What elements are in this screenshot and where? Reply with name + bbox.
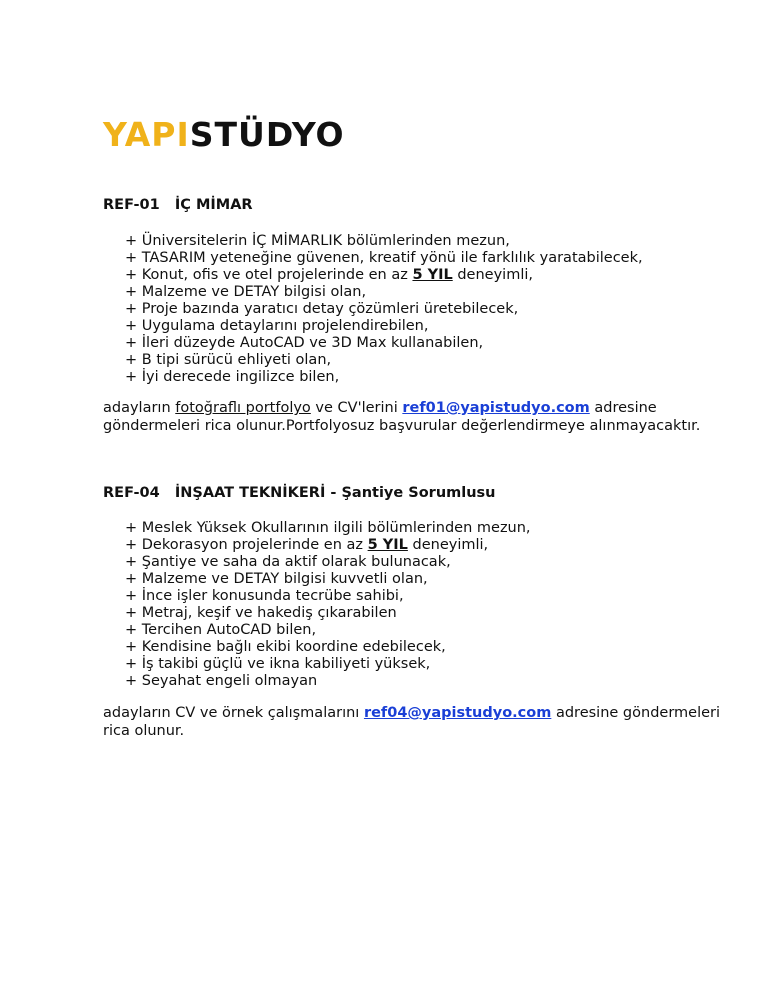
list-item: + Malzeme ve DETAY bilgisi kuvvetli olan, xyxy=(125,571,428,587)
experience-highlight: 5 YIL xyxy=(412,267,453,283)
list-item: + Konut, ofis ve otel projelerinde en az 5 YIL deneyimli, xyxy=(125,267,533,283)
list-item: + Üniversitelerin İÇ MİMARLIK bölümlerinden mezun, xyxy=(125,233,510,249)
list-item: + Dekorasyon projelerinde en az 5 YIL deneyimli, xyxy=(125,537,489,553)
section-title-ref04: REF-04 İNŞAAT TEKNİKERİ - Şantiye Sorumlusu xyxy=(103,485,496,501)
list-item: + Kendisine bağlı ekibi koordine edebilecek, xyxy=(125,639,446,655)
list-item: + Proje bazında yaratıcı detay çözümleri üretebilecek, xyxy=(125,301,519,317)
list-item: + Seyahat engeli olmayan xyxy=(125,673,318,689)
email-link-ref01[interactable]: ref01@yapistudyo.com xyxy=(402,400,590,416)
list-item: + Şantiye ve saha da aktif olarak bulunacak, xyxy=(125,554,451,570)
email-link-ref04[interactable]: ref04@yapistudyo.com xyxy=(363,705,552,721)
requirements-list-ref01 xyxy=(125,233,643,386)
list-item: + Uygulama detaylarını projelendirebilen, xyxy=(125,318,429,334)
logo-part-studyo: STÜDYO xyxy=(189,115,345,154)
portfolio-emphasis: fotoğraflı portfolyo xyxy=(175,400,311,416)
list-item: + Metraj, keşif ve hakediş çıkarabilen xyxy=(125,605,397,621)
list-item: + Tercihen AutoCAD bilen, xyxy=(125,622,317,638)
list-item: + İleri düzeyde AutoCAD ve 3D Max kullanabilen, xyxy=(125,335,484,351)
logo-part-yapi: YAPI xyxy=(103,115,190,154)
requirements-list-ref04 xyxy=(125,520,531,690)
experience-highlight: 5 YIL xyxy=(367,537,408,553)
company-logo xyxy=(103,115,345,154)
section-title-ref01: REF-01 İÇ MİMAR xyxy=(103,197,253,213)
application-instructions-ref01: adayların fotoğraflı portfolyo ve CV'lerini ref01@yapistudyo.com adresine göndermeleri rica olunur.Portfolyosuz başvurular değerlendirmeye alınmayacaktır. xyxy=(103,400,701,434)
list-item: + Malzeme ve DETAY bilgisi olan, xyxy=(125,284,367,300)
list-item: + İyi derecede ingilizce bilen, xyxy=(125,369,340,385)
list-item: + B tipi sürücü ehliyeti olan, xyxy=(125,352,332,368)
list-item: + İnce işler konusunda tecrübe sahibi, xyxy=(125,588,404,604)
application-instructions-ref04: adayların CV ve örnek çalışmalarını ref04@yapistudyo.com adresine göndermeleri rica olunur. xyxy=(103,705,721,739)
list-item: + TASARIM yeteneğine güvenen, kreatif yönü ile farklılık yaratabilecek, xyxy=(125,250,643,266)
list-item: + Meslek Yüksek Okullarının ilgili bölümlerinden mezun, xyxy=(125,520,531,536)
list-item: + İş takibi güçlü ve ikna kabiliyeti yüksek, xyxy=(125,656,431,672)
